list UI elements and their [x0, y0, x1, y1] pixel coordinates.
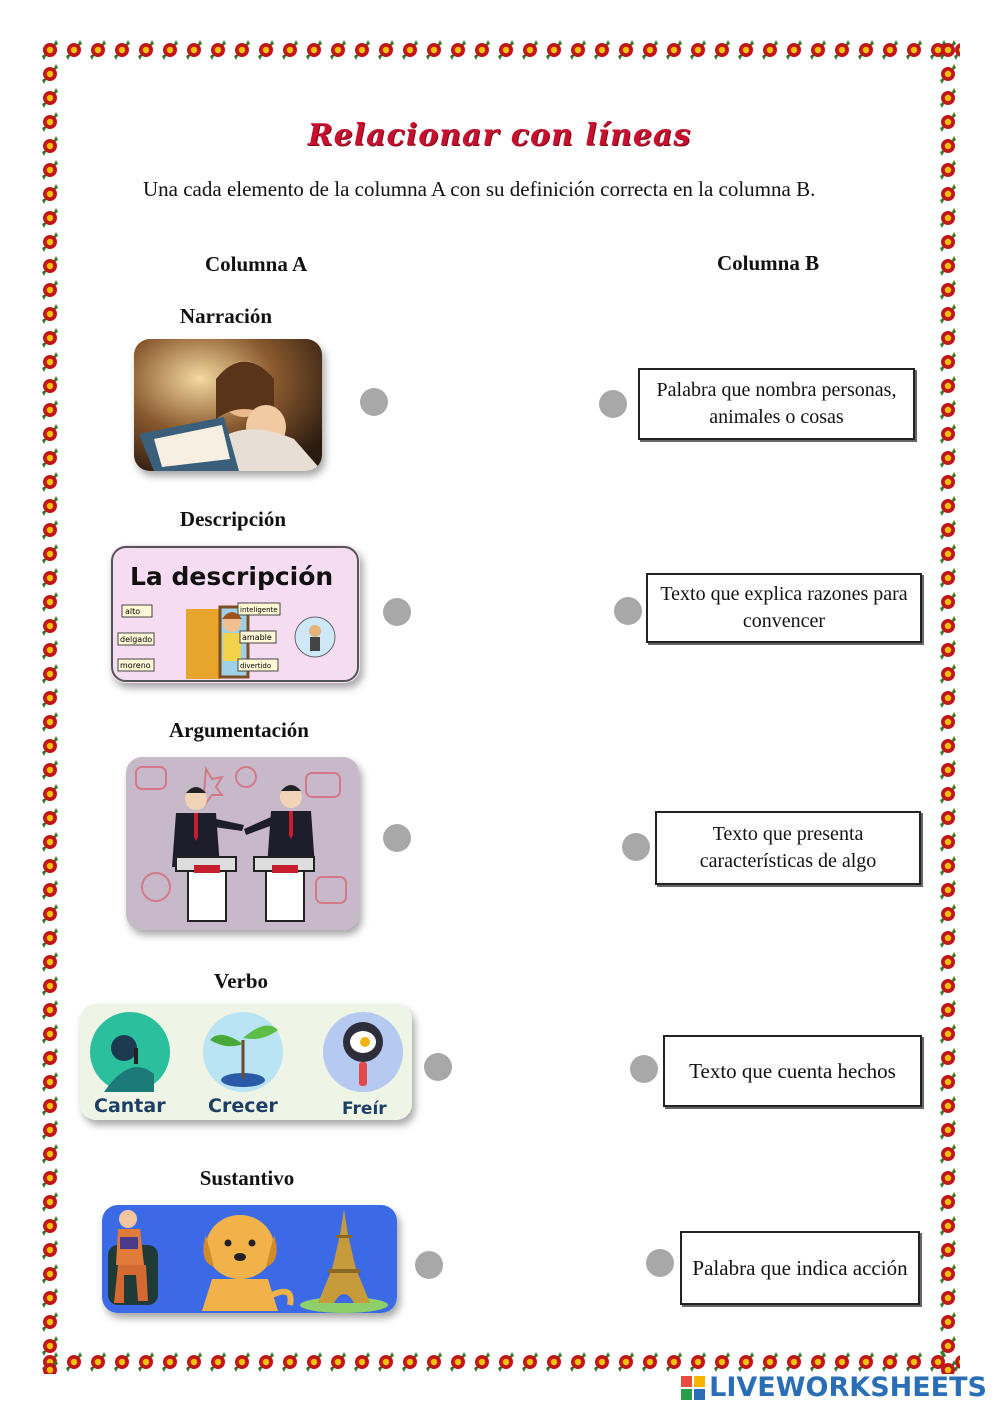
item-label-narracion: Narración — [179, 304, 273, 328]
definition-box-5: Palabra que indica acción — [680, 1231, 920, 1305]
match-dot-a-5[interactable] — [415, 1251, 443, 1279]
item-label-descripcion: Descripción — [179, 507, 287, 531]
tag-divertido: divertido — [240, 662, 272, 670]
tag-amable: amable — [242, 633, 272, 642]
tag-delgado: delgado — [120, 635, 153, 644]
match-dot-b-3[interactable] — [622, 833, 650, 861]
item-label-sustantivo: Sustantivo — [199, 1166, 295, 1190]
nouns-illustration — [102, 1205, 397, 1313]
item-label-verbo: Verbo — [213, 969, 269, 993]
poster-heading: La descripción — [130, 562, 334, 591]
page-title: Relacionar con líneas — [307, 118, 692, 153]
liveworksheets-logo — [681, 1372, 987, 1403]
caption-cantar: Cantar — [94, 1095, 166, 1117]
column-a-heading: Columna A — [205, 252, 308, 276]
verbs-illustration — [80, 1004, 412, 1120]
tag-inteligente: inteligente — [240, 606, 278, 614]
column-b-heading: Columna B — [717, 251, 820, 275]
debate-illustration — [126, 757, 359, 930]
item-label-argumentacion: Argumentación — [169, 718, 309, 742]
match-dot-a-1[interactable] — [360, 388, 388, 416]
match-dot-b-5[interactable] — [646, 1249, 674, 1277]
border-bottom — [38, 1350, 960, 1374]
border-left — [38, 38, 62, 1374]
definition-box-4: Texto que cuenta hechos — [663, 1035, 922, 1107]
match-dot-a-3[interactable] — [383, 824, 411, 852]
definition-box-2: Texto que explica razones para convencer — [646, 573, 922, 643]
page-border — [38, 38, 960, 1374]
tag-alto: alto — [125, 607, 141, 616]
match-dot-b-4[interactable] — [630, 1055, 658, 1083]
la-descripcion-poster — [110, 545, 360, 683]
border-right — [936, 38, 960, 1374]
match-dot-b-2[interactable] — [614, 597, 642, 625]
match-dot-a-4[interactable] — [424, 1053, 452, 1081]
border-top — [38, 38, 960, 62]
logo-mark-icon — [681, 1376, 705, 1400]
caption-crecer: Crecer — [208, 1095, 278, 1117]
mother-reading-book-picture — [134, 339, 322, 471]
match-dot-a-2[interactable] — [383, 598, 411, 626]
instructions: Una cada elemento de la columna A con su definición correcta en la columna B. — [143, 177, 816, 201]
logo-text: LIVEWORKSHEETS — [709, 1372, 987, 1403]
tag-moreno: moreno — [120, 661, 151, 670]
definition-box-1: Palabra que nombra personas, animales o cosas — [638, 368, 915, 440]
definition-box-3: Texto que presenta características de algo — [655, 811, 921, 885]
match-dot-b-1[interactable] — [599, 390, 627, 418]
caption-freir: Freír — [342, 1099, 387, 1119]
